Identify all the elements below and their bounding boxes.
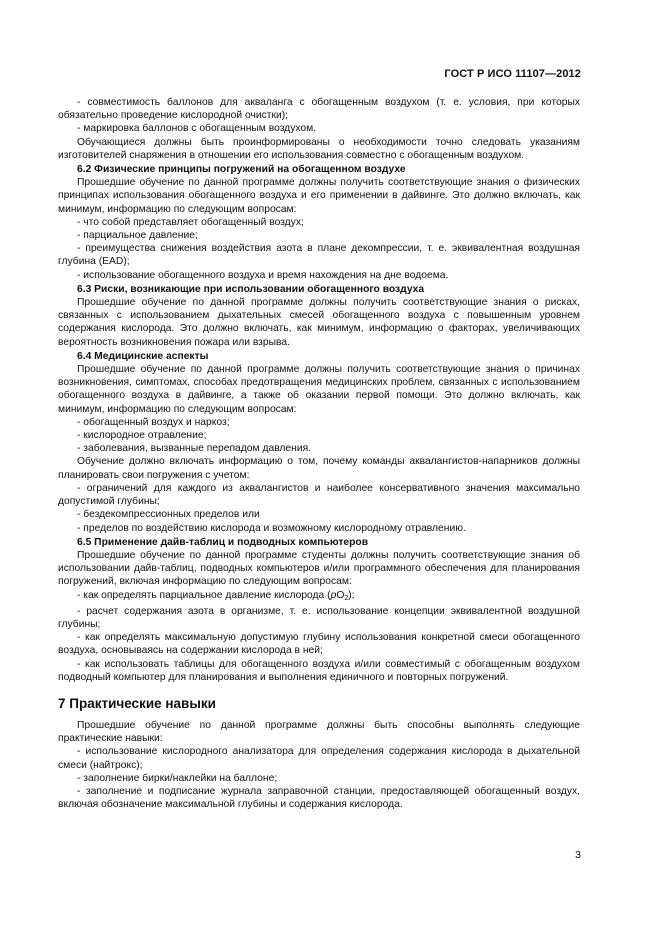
- list-item: - что собой представляет обогащенный воздух;: [77, 216, 304, 228]
- list-item: - использование кислородного анализатора для определения содержания кислорода в дыхательной смеси (найтрокс);: [58, 746, 580, 771]
- formula-tail: );: [348, 589, 355, 601]
- section-heading-6-2: 6.2 Физические принципы погружений на обогащенном воздухе: [77, 164, 406, 176]
- paragraph: Обучающиеся должны быть проинформированы о необходимости точно следовать указаниям изготовителей снаряжения в отношении его использования совместно с обогащенным воздухом.: [58, 136, 580, 161]
- paragraph: Прошедшие обучение по данной программе должны получить соответствующие знания о причинах возникновения, симптомах, способах предотвращения медицинских проблем, связанных с использованием обогащенного воздуха в дайвинге, а также об оказании первой помощи. Это должно включать, как минимум, информацию по следующим вопросам:: [58, 364, 580, 415]
- formula-sub: 2: [344, 594, 349, 602]
- list-item: - совместимость баллонов для акваланга с обогащенным воздухом (т. е. условия, при которых обязательно проведение кислородной очистки);: [58, 97, 580, 122]
- section-heading-7: 7 Практические навыки: [58, 695, 216, 711]
- list-item: - парциальное давление;: [77, 230, 198, 242]
- list-item: - заполнение и подписание журнала заправочной станции, предоставляющей обогащенный воздух, включая обозначение максимальной глубины и содержания кислорода.: [58, 785, 580, 811]
- list-item: - преимущества снижения воздействия азота в плане декомпрессии, т. е. эквивалентная воздушная глубина (EAD);: [58, 243, 580, 268]
- page-number: 3: [575, 849, 581, 861]
- paragraph: Прошедшие обучение по данной программе должны быть способны выполнять следующие практические навыки:: [58, 719, 580, 745]
- paragraph: Прошедшие обучение по данной программе студенты должны получить соответствующие знания об использовании дайв-таблиц, подводных компьютеров и/или программного обеспечения для планирования погружений, включая информацию по следующим вопросам:: [58, 549, 580, 588]
- list-item: - расчет содержания азота в организме, т. е. использование концепции эквивалентной воздушной глубины;: [58, 605, 580, 630]
- list-item: - бездекомпрессионных пределов или: [77, 509, 260, 521]
- formula-o: O: [336, 589, 345, 601]
- document-id: ГОСТ Р ИСО 11107—2012: [444, 68, 581, 80]
- list-item: - заболевания, вызванные перепадом давления.: [77, 443, 312, 455]
- list-item: - как использовать таблицы для обогащенного воздуха и/или совместимый с обогащенным воздухом подводный компьютер для планирования и выполнения единичного и повторных погружений.: [58, 658, 580, 683]
- list-item: - маркировка баллонов с обогащенным воздухом.: [77, 123, 317, 135]
- paragraph: Прошедшие обучение по данной программе должны получить соответствующие знания о физических принципах использования обогащенного воздуха и его применении в дайвинге. Это должно включать, как минимум, информацию по следующим вопросам:: [58, 177, 580, 215]
- formula-p: p: [330, 589, 337, 601]
- list-item: - как определять максимальную допустимую глубину использования конкретной смеси обогащенного воздуха, основываясь на содержании кислорода в ней;: [58, 632, 580, 657]
- section-heading-6-5: 6.5 Применение дайв-таблиц и подводных компьютеров: [77, 536, 369, 548]
- list-item: - пределов по воздействию кислорода и возможному кислородному отравлению.: [77, 522, 466, 534]
- list-item: - как определять парциальное давление кислорода $(pO_2)$;: [77, 589, 355, 602]
- paragraph: Обучение должно включать информацию о том, почему команды аквалангистов-напарников должны планировать свои погружения с учетом:: [58, 456, 580, 481]
- document-body: [58, 96, 580, 811]
- section-heading-6-4: 6.4 Медицинские аспекты: [77, 350, 209, 362]
- list-item: - использование обогащенного воздуха и время нахождения на дне водоема.: [77, 269, 449, 281]
- list-item: - кислородное отравление;: [77, 430, 207, 442]
- list-item: - заполнение бирки/наклейки на баллоне;: [77, 772, 278, 784]
- list-item: - ограничений для каждого из аквалангистов и наиболее консервативного значения максимально допустимой глубины;: [58, 482, 580, 508]
- section-heading-6-3: 6.3 Риски, возникающие при использовании обогащенного воздуха: [77, 283, 425, 295]
- list-item: - обогащенный воздух и наркоз;: [77, 416, 230, 428]
- paragraph: Прошедшие обучение по данной программе должны получить соответствующие знания о рисках, связанных с использованием дыхательных смесей обогащенного воздуха с повышенным уровнем содержания кислорода. Это должно включать, как минимум, информацию о факторах, увеличивающих вероятность возникновения пожара или взрыва.: [58, 297, 580, 348]
